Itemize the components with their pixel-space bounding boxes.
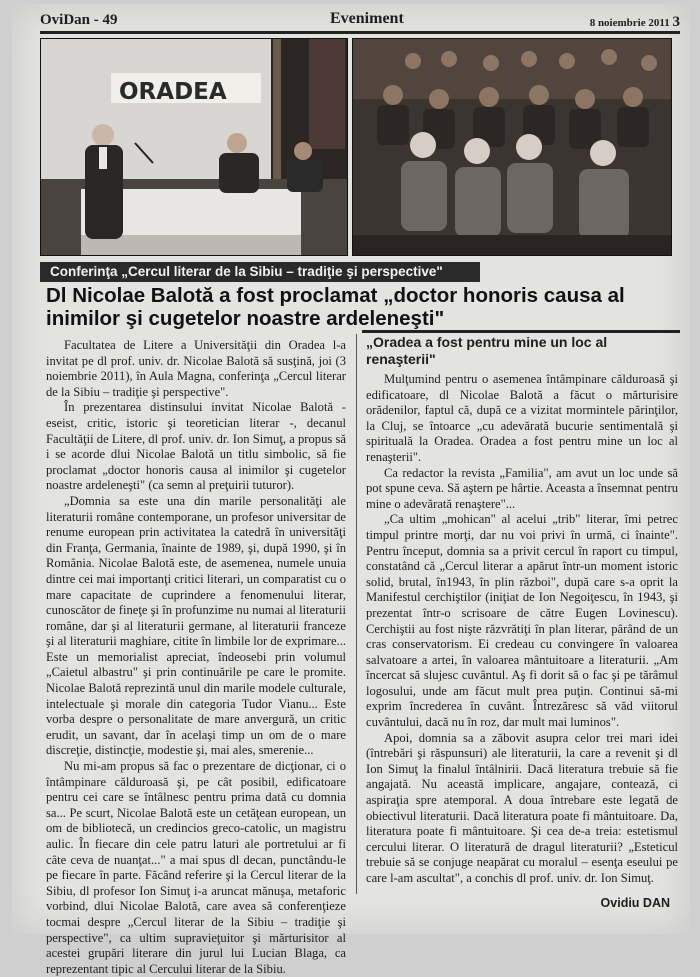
paragraph: În prezentarea distinsului invitat Nicolae Balotă - eseist, critic, istoric şi teoretician literar -, decanul Facultăţii de Litere, dl prof. univ. dr. Ion Simuţ, a propus să i se acorde dlui Nicolae Balotă un titlu simbolic, să fie proclamat „doctor honoris causa al inimilor şi cugetelor noastre ardeleneşti" (ca semn al preţuirii tuturor).	[46, 400, 346, 493]
conference-photo	[40, 38, 348, 256]
left-column	[46, 338, 346, 977]
publication-issue: OviDan - 49	[40, 12, 118, 28]
paragraph: Apoi, domnia sa a zăbovit asupra celor trei mari idei (întrebări şi răspunsuri) ale literaturii, la care a revenit şi dl Ion Simuţ la finalul întâlnirii. Dacă literatura trebuie să fie angajată. Nu această implicare, angajare, contează, ci aspiraţia spre atemporal. A doua întrebare este legată de obiectivul literaturii. Dacă literatura poate fi mântuitoare. Da, literatura poate fi mântuitoare. Şi cea de-a treia: estetismul cercului literar. O literatură de dragul literaturii? „Esteticul trebuie să se conjuge neapărat cu moralul – esenţa eseului pe care l-am ascultat", a conchis dl prof. univ. dr. Ion Simuţ.	[366, 730, 678, 885]
article-author: Ovidiu DAN	[600, 896, 670, 910]
page-header	[40, 10, 680, 30]
paragraph: Nu mi-am propus să fac o prezentare de dicţionar, ci o întâmpinare călduroasă şi, pe cât posibil, edificatoare pentru cei care se întâlnesc pentru prima dată cu domnia sa... Pe scurt, Nicolae Balotă este un cetăţean european, un om de bibliotecă, un credincios greco-catolic, un magistru aulic. În fiecare din cele patru laturi ale portretului ar fi câte ceva de nuanţat..." a mai spus dl decan, punctându-le pe fiecare în parte. Făcând referire şi la Cercul literar de la Sibiu, dl profesor Ion Simuţ i-a aruncat mănuşa, metaforic vorbind, dlui Nicolae Balotă, care avea să conferenţieze tocmai despre „Cercul literar de la Sibiu – tradiţie şi perspective", ca ultim supravieţuitor şi mărturisitor al acestei grupări literare din jurul lui Lucian Blaga, ca reprezentant tipic al Cercului literar de la Sibiu.	[46, 759, 346, 976]
article-subtitle: „Oradea a fost pentru mine un loc al renaşterii"	[366, 334, 608, 367]
audience-photo	[352, 38, 672, 256]
paragraph: „Ca ultim „mohican" al acelui „trib" literar, îmi petrec timpul printre morţi, dar nu voi privi în urmă, ci înainte". Pentru început, domnia sa a privit cercul în raport cu timpul, constatând că „Cercul literar a apărut într-un moment istoric solid, brutal, în1943, în plin război", după care s-a oprit la Manifestul cerchiştilor (iniţiat de Ion Negoiţescu, în 1943, şi prezentat într-o scrisoare de către Eugen Lovinescu). Cerchiştii au fost nişte răzvrătiţi în plan literar, pârând de un cras conservatorism. Ei credeau cu convingere în valoarea salvatoare a artei, în valoarea mântuitoare a literaturii. „Am încercat să slujesc cuvântul. Aş fi dorit să o fac şi pe tărâmul logosului, unde am făcut mult prea puţin. Continui să-mi exprim încrederea în cuvânt. Întrezăresc să văd viitorul cuvântului, dacă nu în roz, dar mult mai luminos".	[366, 512, 678, 730]
right-column	[366, 372, 678, 887]
paragraph: Facultatea de Litere a Universităţii din Oradea l-a invitat pe dl prof. univ. dr. Nicolae Balotă să susţină, joi (3 noiembrie 2011), în Aula Magna, conferinţa „Cercul literar de la Sibiu – tradiţie şi perspective".	[46, 338, 346, 399]
article-headline: Dl Nicolae Balotă a fost proclamat „doctor honoris causa al inimilor şi cugetelor noastre ardeleneşti"	[46, 284, 625, 330]
page-date	[590, 14, 680, 31]
column-divider	[356, 334, 357, 894]
paragraph: „Domnia sa este una din marile personalităţi ale literaturii române contemporane, un profesor universitar de renume european prin activitatea la catedră în universităţi din Franţa, Germania, înainte de 1989, şi, după 1990, şi în România. Nicolae Balotă este, de asemenea, numele unuia dintre cei mai importanţi critici literari, un comparatist cu o mare capacitate de cuprindere a fenomenului literar, cunoscător de fineţe şi în profunzime nu numai al literaturii române, dar şi al literaturii germane, al literaturii franceze şi al literaturii maghiare, citite în limbile lor de exprimare... Este un memorialist apreciat, îndeosebi prin volumul „Caietul albastru" şi prin continuările pe care le promite. Nicolae Balotă reprezintă unul din marile modele culturale, intelectuale şi morale din categoria Tudor Vianu... Este vorba despre o personalitate de mare anvergură, un critic erudit, un savant, dar în acelaşi timp un om de o mare discreţie, distincţie, modestie şi, mai ales, smerenie...	[46, 493, 346, 758]
article-kicker: Conferinţa „Cercul literar de la Sibiu – tradiţie şi perspective"	[40, 262, 480, 282]
page-number: 3	[672, 14, 680, 30]
oradea-banner-text: ORADEA	[119, 79, 227, 105]
paragraph: Ca redactor la revista „Familia", am avut un loc unde să pot spune ceva. Să aştern pe hârtie. Aceasta a însemnat pentru mine o adevărată renaştere"...	[366, 465, 678, 511]
section-name: Eveniment	[330, 10, 404, 27]
newspaper-page	[12, 4, 690, 976]
date-text: 8 noiembrie 2011	[589, 17, 670, 29]
paragraph: Mulţumind pentru o asemenea întâmpinare călduroasă şi edificatoare, dl Nicolae Balotă a făcut o mărturisire orădenilor, faptul că, după ce a vizitat mormintele părinţilor, la Cluj, se întoarce „cu adevărată bucurie sentimentală şi spirituală la Oradea. Oradea a fost pentru mine un loc al renaşterii".	[366, 372, 678, 464]
header-rule	[40, 31, 680, 34]
